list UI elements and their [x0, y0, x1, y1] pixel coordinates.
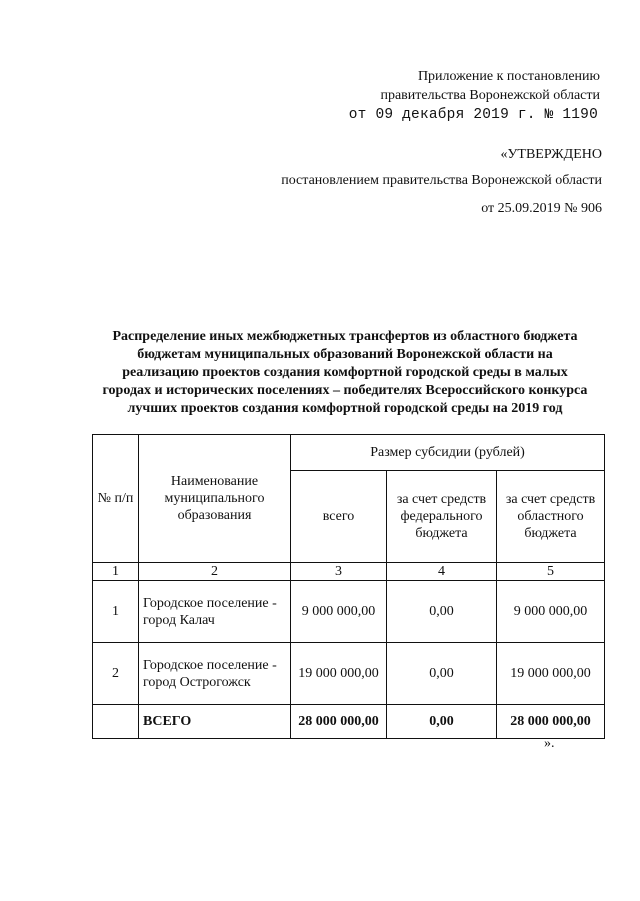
subsidy-table [92, 434, 605, 739]
column-index: 2 [139, 563, 291, 581]
closing-quote: ». [544, 736, 555, 751]
title-line: городах и исторических поселениях – победителях Всероссийского конкурса [102, 383, 588, 398]
appendix-date-stamp: от 09 декабря 2019 г. № 1190 [348, 107, 598, 123]
title-line: реализацию проектов создания комфортной городской среды в малых [122, 365, 568, 380]
total-row [93, 705, 605, 739]
row-federal: 0,00 [387, 643, 497, 705]
appendix-line-2: правительства Воронежской области [380, 88, 600, 103]
row-federal: 0,00 [387, 581, 497, 643]
row-regional: 19 000 000,00 [497, 643, 605, 705]
total-regional: 28 000 000,00 [497, 705, 605, 739]
appendix-line-1: Приложение к постановлению [417, 69, 600, 84]
column-index: 1 [93, 563, 139, 581]
header-regional: за счет средств областного бюджета [497, 471, 605, 563]
title-line: Распределение иных межбюджетных трансфертов из областного бюджета [112, 329, 578, 344]
row-name: Городское поселение - город Калач [139, 581, 291, 643]
column-index-row [93, 563, 605, 581]
table-header-row [93, 435, 605, 471]
header-total: всего [291, 471, 387, 563]
approved-label: «УТВЕРЖДЕНО [500, 147, 602, 162]
document-title [90, 328, 600, 418]
row-regional: 9 000 000,00 [497, 581, 605, 643]
header-federal: за счет средств федерального бюджета [387, 471, 497, 563]
total-num-cell [93, 705, 139, 739]
column-index: 3 [291, 563, 387, 581]
row-total: 9 000 000,00 [291, 581, 387, 643]
approved-by-line: постановлением правительства Воронежской области [281, 173, 602, 188]
total-sum: 28 000 000,00 [291, 705, 387, 739]
header-name: Наименование муниципального образования [139, 435, 291, 563]
row-num: 1 [93, 581, 139, 643]
row-num: 2 [93, 643, 139, 705]
column-index: 4 [387, 563, 497, 581]
table-row [93, 643, 605, 705]
total-federal: 0,00 [387, 705, 497, 739]
row-name: Городское поселение - город Острогожск [139, 643, 291, 705]
column-index: 5 [497, 563, 605, 581]
total-label: ВСЕГО [139, 705, 291, 739]
header-num: № п/п [93, 435, 139, 563]
title-line: бюджетам муниципальных образований Воронежской области на [137, 347, 553, 362]
title-line: лучших проектов создания комфортной городской среды на 2019 год [127, 401, 563, 416]
header-subsidy-group: Размер субсидии (рублей) [291, 435, 605, 471]
approved-date-line: от 25.09.2019 № 906 [481, 201, 602, 216]
table-row [93, 581, 605, 643]
row-total: 19 000 000,00 [291, 643, 387, 705]
